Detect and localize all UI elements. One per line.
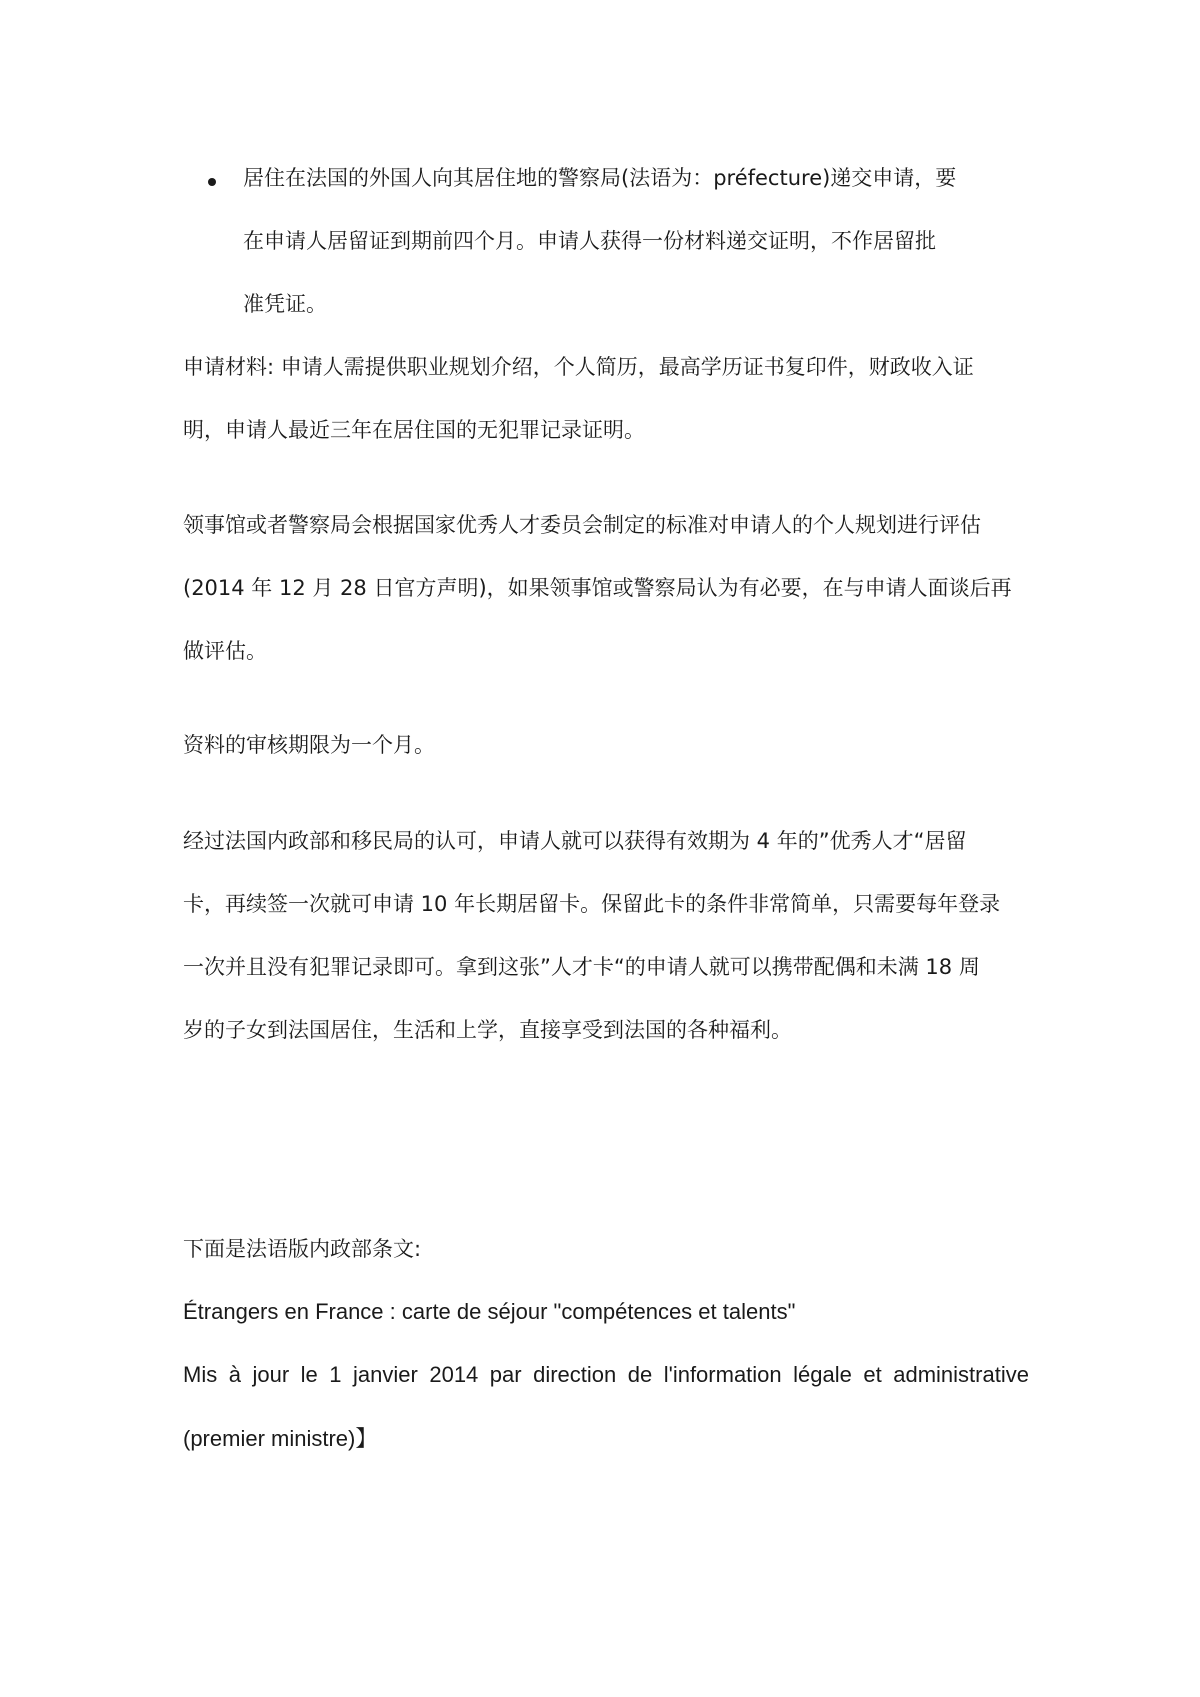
approval-line-3: 一次并且没有犯罪记录即可。拿到这张”人才卡“的申请人就可以携带配偶和未满 18 周	[183, 955, 980, 979]
approval-line-2: 卡，再续签一次就可申请 10 年长期居留卡。保留此卡的条件非常简单，只需要每年登录	[183, 892, 1001, 916]
evaluation-line-1: 领事馆或者警察局会根据国家优秀人才委员会制定的标准对申请人的个人规划进行评估	[183, 513, 981, 537]
bullet-line-3: 准凭证。	[243, 292, 327, 316]
update-word: par	[489, 1362, 522, 1387]
french-title: Étrangers en France : carte de séjour "compétences et talents"	[183, 1299, 796, 1324]
update-word: administrative	[893, 1362, 1029, 1387]
update-word: l'information	[663, 1362, 782, 1387]
materials-line-1: 申请材料: 申请人需提供职业规划介绍，个人简历，最高学历证书复印件，财政收入证	[183, 355, 974, 379]
update-word: 1	[329, 1362, 342, 1387]
french-closing: (premier ministre)】	[183, 1426, 378, 1451]
update-word: légale	[793, 1362, 852, 1387]
bullet-line-1: 居住在法国的外国人向其居住地的警察局(法语为：préfecture)递交申请，要	[243, 166, 957, 190]
french-update-line	[183, 1360, 1029, 1390]
materials-line-2: 明，申请人最近三年在居住国的无犯罪记录证明。	[183, 418, 645, 442]
update-word: le	[300, 1362, 318, 1387]
update-word: janvier	[353, 1362, 418, 1387]
review-period-line-1: 资料的审核期限为一个月。	[183, 733, 435, 757]
update-word: jour	[252, 1362, 290, 1387]
french-section-heading: 下面是法语版内政部条文:	[183, 1237, 422, 1261]
approval-line-4: 岁的子女到法国居住，生活和上学，直接享受到法国的各种福利。	[183, 1018, 792, 1042]
approval-line-1: 经过法国内政部和移民局的认可，申请人就可以获得有效期为 4 年的”优秀人才“居留	[183, 829, 967, 853]
update-word: à	[228, 1362, 241, 1387]
bullet-icon	[208, 178, 216, 186]
evaluation-line-2: (2014 年 12 月 28 日官方声明)，如果领事馆或警察局认为有必要，在与申请人面谈后再	[183, 576, 1012, 600]
update-word: direction	[533, 1362, 617, 1387]
bullet-line-2: 在申请人居留证到期前四个月。申请人获得一份材料递交证明，不作居留批	[243, 229, 936, 253]
update-word: Mis	[183, 1362, 218, 1387]
evaluation-line-3: 做评估。	[183, 639, 267, 663]
update-word: de	[627, 1362, 653, 1387]
update-word: 2014	[429, 1362, 479, 1387]
update-word: et	[863, 1362, 882, 1387]
